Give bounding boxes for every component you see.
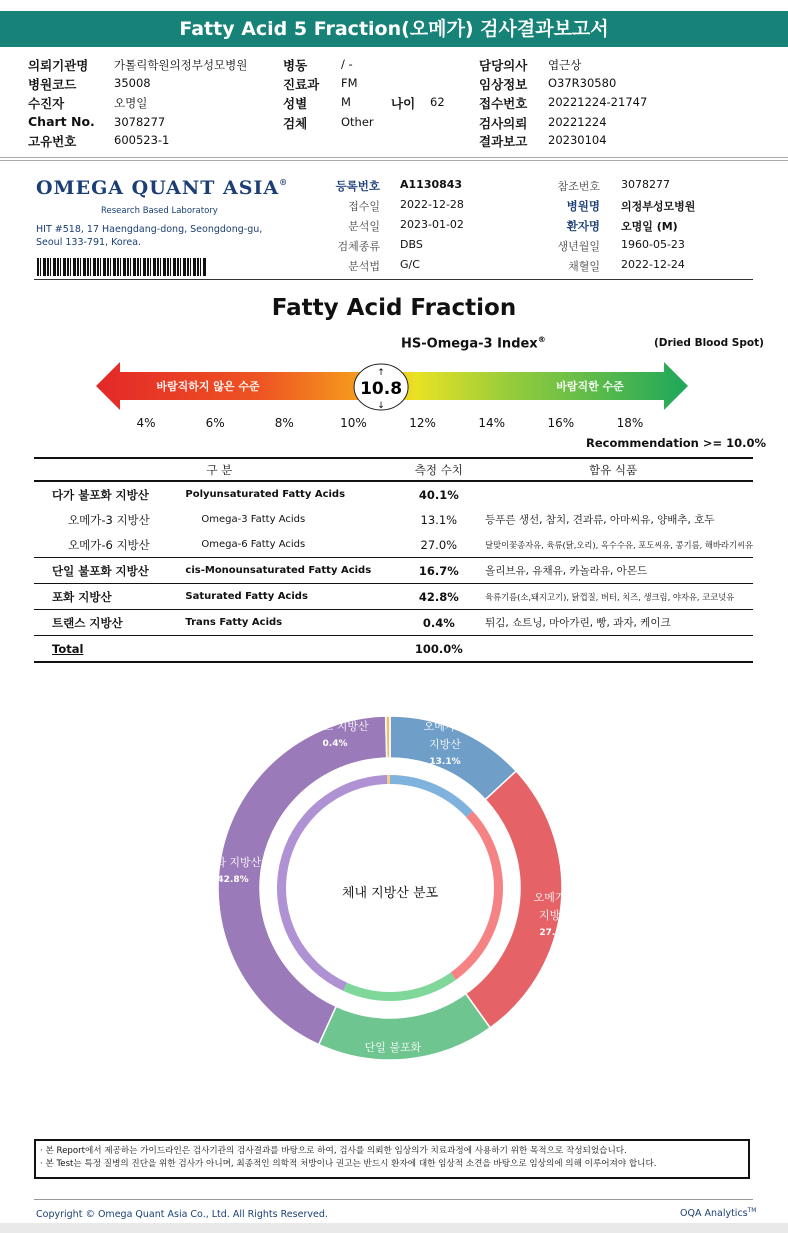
donut-slice (386, 716, 390, 758)
reg-value: 의정부성모병원 (621, 200, 696, 213)
lab-subtitle: Research Based Laboratory (101, 206, 218, 216)
slice-label-line1: 포화 지방산 (204, 856, 262, 869)
row-food: 등푸른 생선, 참치, 견과류, 아마씨유, 양배추, 호두 (485, 514, 715, 526)
fatty-acid-donut-chart (150, 688, 630, 1128)
svg-text:↓: ↓ (377, 401, 385, 411)
slice-label-line1: 오메가-6 (533, 891, 577, 904)
header-value: 측정 수치 (405, 458, 474, 481)
age-value: 62 (430, 95, 445, 109)
total-food (473, 636, 753, 663)
header-value: 20221224 (548, 115, 607, 129)
header-label: 성별 (283, 96, 308, 111)
reg-value: 1960-05-23 (621, 238, 685, 251)
reg-value: A1130843 (400, 178, 463, 191)
notice-line-1: · 본 Report에서 제공하는 가이드라인은 검사기관의 검사결과를 바탕으로 하여, 검사를 의뢰한 임상의가 치료과정에 사용하기 위한 목적으로 작성되었습니다. (40, 1146, 627, 1156)
total-row (34, 636, 753, 663)
reg-value: 오명일 (M) (621, 220, 678, 233)
row-value: 13.1% (420, 512, 458, 527)
lab-logo: OMEGA QUANT ASIA® (36, 177, 289, 199)
header-value: Other (341, 115, 374, 129)
gauge-tick-label: 18% (616, 416, 644, 430)
gauge-tick-label: 16% (547, 416, 575, 430)
row-category-ko: 포화 지방산 (34, 584, 185, 610)
row-category-ko: 오메가-3 지방산 (68, 512, 150, 527)
gauge-tick-label: 14% (478, 416, 506, 430)
header-label: 수진자 (28, 96, 65, 111)
header-category: 구 분 (34, 458, 405, 481)
slice-label-pct: 16.7% (377, 1078, 409, 1088)
header-value: 35008 (114, 76, 151, 90)
notice-box (34, 1139, 750, 1179)
reg-label: 병원명 (566, 199, 600, 213)
index-value: 10.8 (360, 379, 403, 399)
header-value: 20230104 (548, 133, 607, 147)
gauge-tick-label: 6% (205, 416, 225, 430)
row-value: 27.0% (420, 537, 458, 552)
header-label: 담당의사 (479, 58, 528, 73)
reg-value: G/C (400, 258, 420, 271)
sample-type: (Dried Blood Spot) (654, 337, 764, 349)
fatty-acid-table (34, 457, 753, 663)
row-food (473, 481, 753, 507)
index-marker (354, 364, 408, 411)
slice-label-pct: 13.1% (429, 757, 461, 767)
chart-center-title: 체내 지방산 분포 (341, 886, 439, 901)
bottom-bar (0, 1223, 788, 1233)
header-value: 엽근상 (548, 58, 582, 72)
total-spacer (185, 636, 404, 663)
slice-label-line1: 단일 불포화 (364, 1041, 422, 1054)
reg-value: 3078277 (621, 178, 670, 191)
row-food: 달맞이꽃종자유, 육류(닭,오리), 옥수수유, 포도씨유, 콩기름, 해바라기씨유 (485, 539, 753, 550)
trademark: TM (747, 1207, 757, 1214)
reg-label: 생년월일 (557, 240, 600, 253)
slice-label-line1: 트랜스 지방산 (301, 720, 369, 733)
omega3-index-gauge (96, 362, 688, 412)
total-label: Total (34, 636, 185, 663)
age-label: 나이 (391, 96, 416, 111)
reg-label: 접수일 (348, 200, 380, 213)
slice-label-line2: 지방산 (377, 1059, 409, 1072)
header-food: 함유 식품 (473, 458, 753, 481)
header-label: Chart No. (28, 114, 95, 129)
row-category-ko: 트랜스 지방산 (34, 610, 185, 636)
recommendation: Recommendation >= 10.0% (586, 436, 767, 450)
row-category-en: Omega-6 Fatty Acids (201, 539, 306, 550)
gauge-tick-label: 12% (409, 416, 436, 430)
lab-address-line2: Seoul 133-791, Korea. (36, 237, 142, 248)
total-value: 100.0% (405, 636, 474, 663)
header-value: 가톨릭학원의정부성모병원 (114, 58, 248, 72)
row-food: 육류기름(소,돼지고기), 닭껍질, 버터, 치즈, 생크림, 야자유, 코코넛유 (473, 584, 753, 610)
reg-value: 2023-01-02 (400, 218, 464, 231)
header-label: 검사의뢰 (479, 116, 528, 131)
reg-value: DBS (400, 238, 423, 251)
inner-ring-slice (387, 775, 390, 784)
header-label: 임상정보 (479, 77, 528, 92)
inner-ring-slice (277, 775, 387, 991)
report-title: Fatty Acid 5 Fraction(오메가) 검사결과보고서 (0, 11, 788, 47)
gauge-tick-label: 4% (136, 416, 156, 430)
reg-label: 검체종류 (337, 240, 380, 253)
header-label: 고유번호 (28, 134, 77, 149)
row-category-en: Polyunsaturated Fatty Acids (185, 481, 404, 507)
row-food: 튀김, 쇼트닝, 마아가린, 빵, 과자, 케이크 (473, 610, 753, 636)
reg-label: 분석일 (348, 220, 380, 233)
header-value: M (341, 95, 351, 109)
header-label: 의뢰기관명 (28, 58, 89, 73)
brand (680, 1207, 756, 1219)
row-category-en: Trans Fatty Acids (185, 610, 404, 636)
row-value: 42.8% (405, 584, 474, 610)
omega3-index-title (401, 335, 546, 351)
row-category-ko: 단일 불포화 지방산 (34, 558, 185, 584)
row-category-ko: 다가 불포화 지방산 (34, 481, 185, 507)
table-row (34, 558, 753, 584)
header-value: 20221224-21747 (548, 95, 648, 109)
slice-label-line1: 오메가-3 (423, 720, 467, 733)
header-label: 접수번호 (479, 96, 528, 111)
reg-label: 참조번호 (557, 180, 600, 193)
header-label: 병원코드 (28, 77, 77, 92)
gauge-tick-label: 8% (274, 416, 294, 430)
gauge-tick-label: 10% (340, 416, 367, 430)
row-category-en: Omega-3 Fatty Acids (201, 514, 306, 525)
inner-ring-slice (343, 973, 456, 1001)
reg-label: 환자명 (566, 219, 600, 233)
svg-text:↑: ↑ (377, 368, 385, 378)
slice-label (534, 890, 577, 938)
slice-label-pct: 0.4% (322, 739, 348, 749)
inner-ring-slice (390, 775, 473, 817)
slice-label (424, 719, 467, 767)
table-row (34, 481, 753, 507)
header-label: 결과보고 (479, 134, 528, 149)
table-row (34, 610, 753, 636)
copyright: Copyright © Omega Quant Asia Co., Ltd. All Rights Reserved. (36, 1209, 328, 1220)
header-value: / - (341, 57, 353, 71)
row-food: 올리브유, 유채유, 카놀라유, 아몬드 (473, 558, 753, 584)
barcode (37, 258, 207, 276)
header-label: 병동 (283, 58, 308, 73)
reg-label: 채혈일 (568, 260, 600, 273)
gauge-bad-label: 바람직하지 않은 수준 (156, 380, 260, 393)
header-value: 오명일 (114, 96, 148, 110)
slice-label-line2: 지방산 (539, 909, 571, 922)
index-title-text: HS-Omega-3 Index (401, 336, 538, 352)
reg-label: 등록번호 (335, 179, 380, 193)
header-value: FM (341, 76, 358, 90)
table-row (34, 507, 753, 532)
reg-label: 분석법 (348, 260, 380, 273)
row-value: 0.4% (405, 610, 474, 636)
header-value: 3078277 (114, 115, 166, 129)
row-category-en: Saturated Fatty Acids (185, 584, 404, 610)
header-label: 검체 (283, 116, 308, 131)
notice-line-2: · 본 Test는 특정 질병의 진단을 위한 검사가 아니며, 최종적인 의학적 처방이나 권고는 반드시 환자에 대한 임상적 소견을 바탕으로 임상의에 의해 이루어져야 합니다. (40, 1159, 657, 1169)
header-value: 600523-1 (114, 133, 170, 147)
reg-value: 2022-12-28 (400, 198, 464, 211)
gauge-good-label: 바람직한 수준 (556, 380, 624, 393)
lab-name: OMEGA QUANT ASIA (36, 177, 280, 199)
registered-mark: ® (537, 335, 546, 344)
slice-label-pct: 27.0% (539, 928, 571, 938)
row-category-en: cis-Monounsaturated Fatty Acids (185, 558, 404, 584)
row-value: 16.7% (405, 558, 474, 584)
table-row (34, 532, 753, 558)
row-category-ko: 오메가-6 지방산 (68, 537, 150, 552)
lab-address-line1: HIT #518, 17 Haengdang-dong, Seongdong-gu, (36, 224, 263, 235)
section-title: Fatty Acid Fraction (271, 295, 517, 321)
header-label: 진료과 (283, 77, 320, 92)
slice-label-line2: 지방산 (429, 738, 461, 751)
slice-label-pct: 42.8% (217, 875, 249, 885)
row-value: 40.1% (405, 481, 474, 507)
slice-label (365, 1040, 422, 1088)
brand-name: OQA Analytics (680, 1208, 748, 1220)
header-value: O37R30580 (548, 76, 617, 90)
reg-value: 2022-12-24 (621, 258, 685, 271)
inner-ring-slice (451, 811, 503, 980)
table-row (34, 584, 753, 610)
